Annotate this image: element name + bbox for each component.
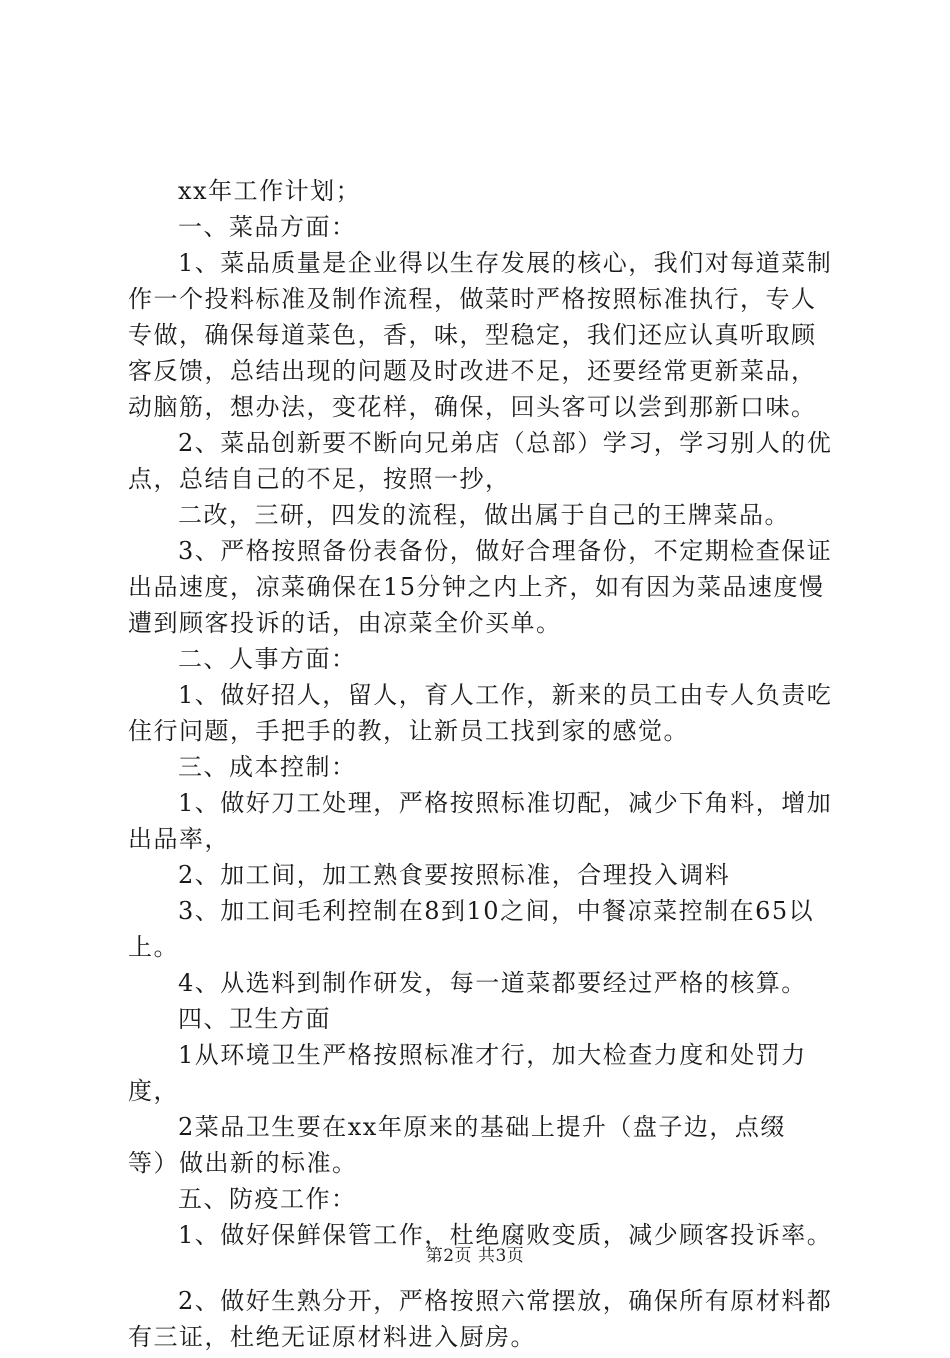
paragraph-line: 等）做出新的标准。 bbox=[128, 1149, 358, 1177]
paragraph-line: 作一个投料标准及制作流程，做菜时严格按照标准执行，专人 bbox=[128, 285, 817, 313]
document-body bbox=[128, 176, 833, 1358]
section-heading-dishes: 一、菜品方面： bbox=[178, 213, 357, 241]
paragraph-line: 1、做好保鲜保管工作，杜绝腐败变质，减少顾客投诉率。 bbox=[178, 1221, 833, 1249]
paragraph-line: 点，总结自己的不足，按照一抄， bbox=[128, 465, 511, 493]
paragraph-line: 3、严格按照备份表备份，做好合理备份，不定期检查保证 bbox=[178, 537, 833, 565]
section-heading-personnel: 二、人事方面： bbox=[178, 645, 357, 673]
paragraph-line: 有三证，杜绝无证原材料进入厨房。 bbox=[128, 1323, 536, 1351]
paragraph-line: 3、加工间毛利控制在8到10之间，中餐凉菜控制在65以 bbox=[178, 897, 815, 925]
paragraph-line: 出品率， bbox=[128, 825, 230, 853]
paragraph-line: 1、菜品质量是企业得以生存发展的核心，我们对每道菜制 bbox=[178, 249, 833, 277]
paragraph-line: 1、做好刀工处理，严格按照标准切配，减少下角料，增加 bbox=[178, 789, 833, 817]
section-heading-hygiene: 四、卫生方面 bbox=[178, 1005, 331, 1033]
paragraph-line: 出品速度，凉菜确保在15分钟之内上齐，如有因为菜品速度慢 bbox=[128, 573, 825, 601]
paragraph-line: 2菜品卫生要在xx年原来的基础上提升（盘子边，点缀 bbox=[178, 1113, 786, 1141]
paragraph-line: 4、从选料到制作研发，每一道菜都要经过严格的核算。 bbox=[178, 969, 807, 997]
paragraph-line: 上。 bbox=[128, 933, 179, 961]
paragraph-line: 2、加工间，加工熟食要按照标准，合理投入调料 bbox=[178, 861, 731, 889]
paragraph-line: 度， bbox=[128, 1077, 179, 1105]
plan-title: xx年工作计划； bbox=[178, 177, 362, 205]
paragraph-line: 客反馈，总结出现的问题及时改进不足，还要经常更新菜品， bbox=[128, 357, 817, 385]
paragraph-line: 专做，确保每道菜色，香，味，型稳定，我们还应认真听取顾 bbox=[128, 321, 817, 349]
paragraph-line: 住行问题，手把手的教，让新员工找到家的感觉。 bbox=[128, 717, 689, 745]
paragraph-line: 1从环境卫生严格按照标准才行，加大检查力度和处罚力 bbox=[178, 1041, 807, 1069]
page-number-footer: 第2页 共3页 bbox=[425, 1246, 525, 1266]
paragraph-line: 2、做好生熟分开，严格按照六常摆放，确保所有原材料都 bbox=[178, 1287, 833, 1315]
paragraph-line: 二改，三研，四发的流程，做出属于自己的王牌菜品。 bbox=[178, 501, 790, 529]
paragraph-line: 2、菜品创新要不断向兄弟店（总部）学习，学习别人的优 bbox=[178, 429, 833, 457]
paragraph-line: 遭到顾客投诉的话，由凉菜全价买单。 bbox=[128, 609, 562, 637]
section-heading-epidemic-prevention: 五、防疫工作： bbox=[178, 1185, 357, 1213]
section-heading-cost-control: 三、成本控制： bbox=[178, 753, 357, 781]
paragraph-line: 动脑筋，想办法，变花样，确保，回头客可以尝到那新口味。 bbox=[128, 393, 817, 421]
paragraph-line: 1、做好招人，留人，育人工作，新来的员工由专人负责吃 bbox=[178, 681, 833, 709]
